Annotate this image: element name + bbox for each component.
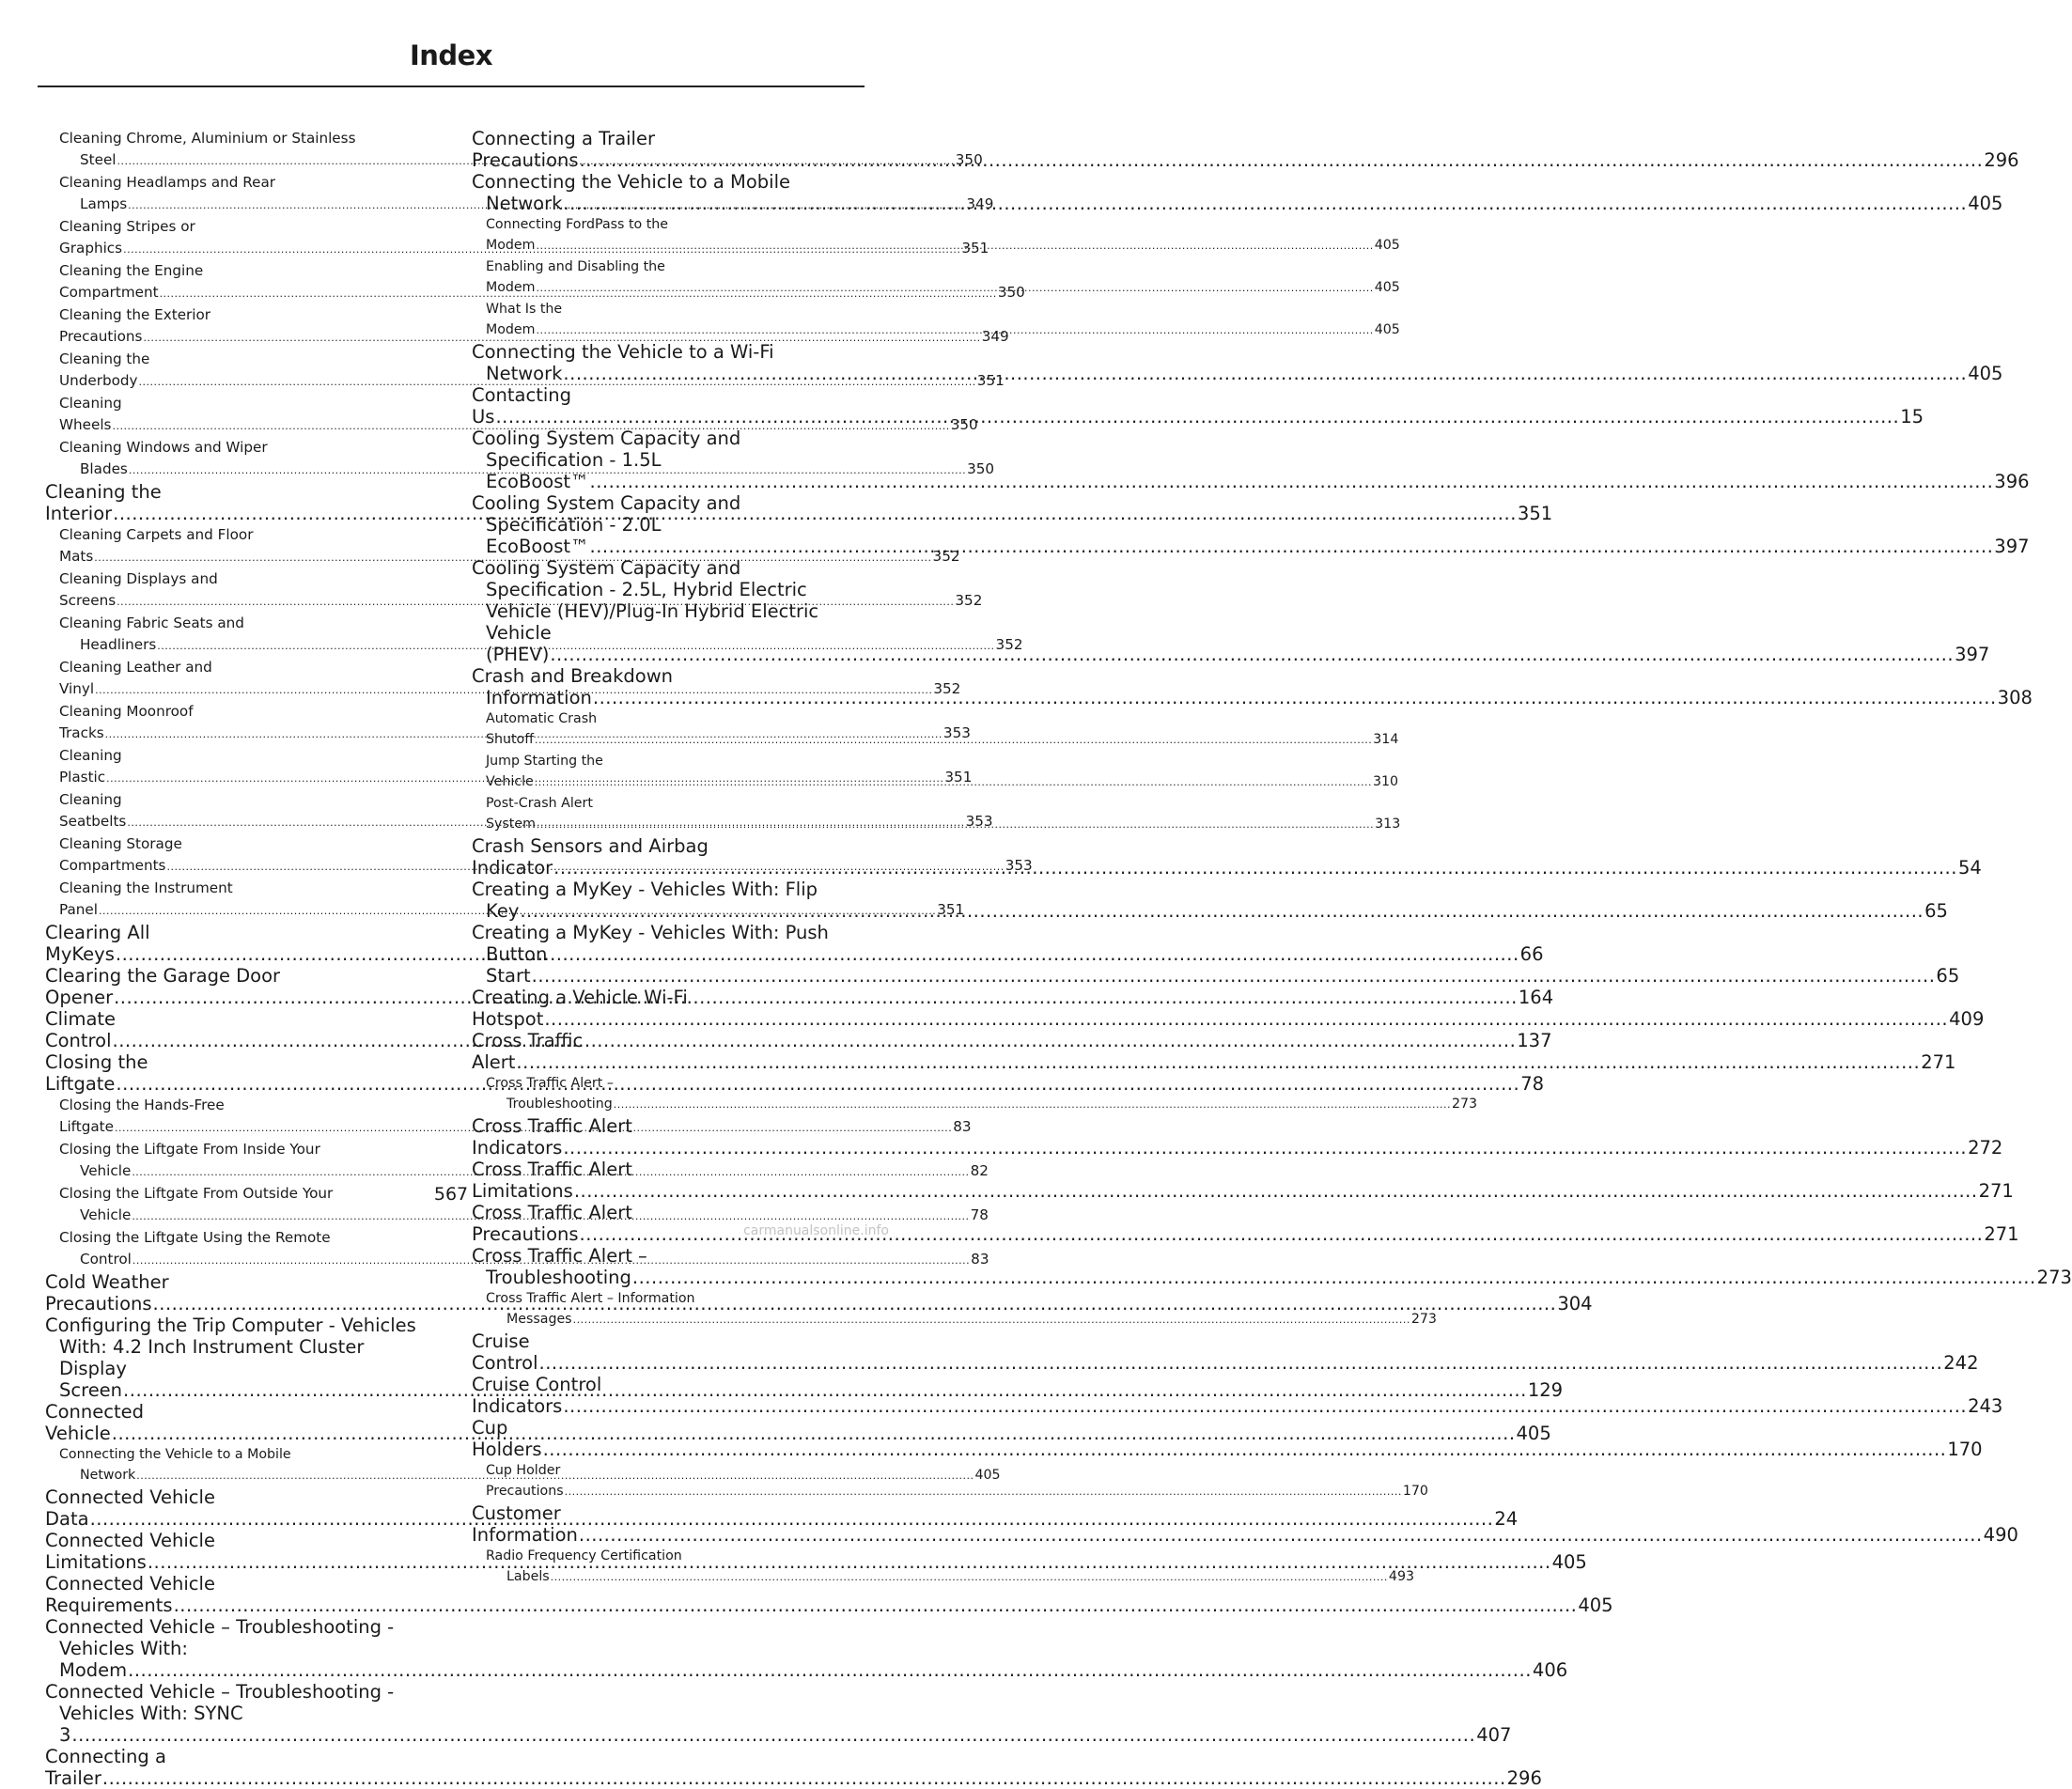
index-entry-label: Closing the Liftgate From Outside Your xyxy=(59,1185,334,1202)
index-entry-page: 296 xyxy=(1984,149,2019,171)
dot-leader xyxy=(536,240,1373,252)
index-entry-page: 313 xyxy=(1375,817,1401,832)
index-entry-label: With: 4.2 Inch Instrument Cluster xyxy=(59,1336,365,1358)
index-entry-label: Messages xyxy=(506,1312,572,1327)
index-entry-page: 129 xyxy=(1527,1379,1564,1401)
index-entry-label: Specification - 1.5L EcoBoost™ xyxy=(486,449,662,492)
dot-leader xyxy=(102,1767,1506,1789)
index-entry-label: Cleaning the Engine Compartment xyxy=(59,262,204,301)
index-entry-page: 170 xyxy=(1947,1439,1983,1460)
index-entry-page: 137 xyxy=(1517,1030,1552,1051)
index-entry-label: Cleaning Fabric Seats and xyxy=(59,614,244,631)
index-entry-label: Configuring the Trip Computer - Vehicles xyxy=(45,1315,416,1336)
dot-leader xyxy=(553,857,1957,879)
dot-leader xyxy=(590,471,1994,492)
index-entry-page: 310 xyxy=(1373,774,1399,789)
index-entry-label: Cross Traffic Alert Precautions xyxy=(472,1202,632,1245)
index-entry-page: 271 xyxy=(1921,1051,1956,1073)
index-entry-page: 407 xyxy=(1476,1724,1512,1746)
index-entry-page: 493 xyxy=(1388,1569,1415,1584)
index-entry-page: 304 xyxy=(1557,1293,1593,1315)
index-entry-label: Connected Vehicle Requirements xyxy=(45,1573,215,1616)
index-entry-label: Information xyxy=(486,687,592,708)
index-entry-page: 65 xyxy=(1936,965,1960,987)
index-entry xyxy=(45,1746,1542,1789)
index-entry-label: Labels xyxy=(506,1569,550,1584)
index-entry-label: Cross Traffic Alert Limitations xyxy=(472,1159,632,1202)
index-entry-page: 66 xyxy=(1519,943,1544,965)
index-entry-label: Cross Traffic Alert – xyxy=(486,1076,614,1091)
index-entry-label: Cruise Control Indicators xyxy=(472,1374,602,1417)
index-entry-page: 405 xyxy=(1968,193,2003,214)
index-entry-label: Steel xyxy=(80,151,117,168)
dot-leader xyxy=(495,406,1899,428)
index-entry-page: 83 xyxy=(971,1251,989,1268)
index-entry-label: Connecting the Vehicle to a Mobile xyxy=(472,171,791,193)
dot-leader xyxy=(543,1439,1947,1460)
index-entry-page: 351 xyxy=(944,769,973,786)
index-entry-page: 405 xyxy=(1374,280,1400,295)
dot-leader xyxy=(544,1008,1948,1030)
index-entry-label: Cleaning Chrome, Aluminium or Stainless xyxy=(59,130,356,147)
index-entry-label: Display Screen xyxy=(59,1358,127,1401)
index-entry-page: 15 xyxy=(1900,406,1924,428)
index-entry-label: Cross Traffic Alert xyxy=(472,1030,584,1073)
index-entry-page: 83 xyxy=(953,1118,972,1135)
index-entry-page: 351 xyxy=(937,901,965,918)
index-entry-page: 164 xyxy=(1518,987,1554,1008)
index-entry-page: 54 xyxy=(1957,857,1982,879)
index-entry-label: Enabling and Disabling the Modem xyxy=(486,259,665,295)
index-entry-label: Contacting Us xyxy=(472,384,572,428)
dot-leader xyxy=(573,1314,1410,1326)
dot-leader xyxy=(551,1571,1388,1583)
index-entry-label: Connected Vehicle Data xyxy=(45,1486,215,1530)
index-entry-page: 351 xyxy=(961,240,989,257)
index-entry-label: Cup Holders xyxy=(472,1417,542,1460)
page-number: 567 xyxy=(433,1184,469,1205)
index-entry-page: 405 xyxy=(1578,1595,1613,1616)
index-entry-page: 351 xyxy=(976,372,1005,389)
index-entry-page: 352 xyxy=(933,680,961,697)
index-entry-label: Jump Starting the Vehicle xyxy=(486,754,603,789)
index-entry-label: Cooling System Capacity and xyxy=(472,557,741,579)
dot-leader xyxy=(593,687,1997,708)
index-entry-page: 296 xyxy=(1506,1767,1542,1789)
index-entry-label: Cooling System Capacity and xyxy=(472,492,741,514)
index-entry-page: 397 xyxy=(1955,644,1990,665)
index-entry-page: 243 xyxy=(1968,1395,2003,1417)
index-entry-label: Automatic Crash Shutoff xyxy=(486,711,598,747)
index-entry-label: Network xyxy=(486,363,563,384)
index-entry-page: 353 xyxy=(1005,857,1033,874)
index-entry-label: Closing the Hands-Free Liftgate xyxy=(59,1097,225,1135)
index-entry-page: 349 xyxy=(966,195,994,212)
index-entry-label: Cleaning Plastic xyxy=(59,747,122,786)
index-entry-page: 397 xyxy=(1994,536,2030,557)
dot-leader xyxy=(536,282,1373,294)
index-entry-page: 353 xyxy=(943,724,971,741)
index-entry-page: 271 xyxy=(1984,1223,2019,1245)
index-entry-label: Blades xyxy=(80,460,128,477)
index-entry-label: Creating a MyKey - Vehicles With: Push xyxy=(472,922,829,943)
index-entry-page: 405 xyxy=(974,1468,1001,1483)
index-entry-label: Cleaning the Instrument Panel xyxy=(59,879,233,918)
dot-leader xyxy=(537,818,1374,831)
index-entry-page: 349 xyxy=(981,328,1009,345)
index-entry-label: Cleaning the Interior xyxy=(45,481,162,524)
index-entry-label: Closing the Liftgate xyxy=(45,1051,148,1095)
index-entry-label: Connecting the Vehicle to a Mobile xyxy=(59,1447,291,1462)
index-entry xyxy=(472,1288,1437,1330)
dot-leader xyxy=(516,1051,1920,1073)
index-entry-page: 350 xyxy=(955,151,983,168)
index-entry-page: 272 xyxy=(1968,1137,2003,1159)
index-entry-page: 78 xyxy=(1520,1073,1545,1095)
index-entry-label: Cleaning the Exterior Precautions xyxy=(59,306,211,345)
index-entry-label: Clearing the Garage Door Opener xyxy=(45,965,281,1008)
index-entry-page: 242 xyxy=(1943,1352,1979,1374)
dot-leader xyxy=(563,1395,1967,1417)
index-entry-label: Cleaning the Underbody xyxy=(59,350,150,389)
index-entry-page: 353 xyxy=(965,813,993,830)
index-entry-page: 406 xyxy=(1532,1659,1568,1681)
index-entry-page: 308 xyxy=(1997,687,2033,708)
index-entry-label: Cleaning Wheels xyxy=(59,395,122,433)
index-entry-page: 405 xyxy=(1968,363,2003,384)
index-entry-page: 273 xyxy=(2036,1267,2072,1288)
index-entry-label: Cleaning Leather and Vinyl xyxy=(59,659,212,697)
index-entry-label: Cross Traffic Alert – xyxy=(472,1245,647,1267)
index-entry-page: 82 xyxy=(970,1162,989,1179)
index-entry-label: Cleaning Stripes or Graphics xyxy=(59,218,195,257)
dot-leader xyxy=(539,1352,1943,1374)
index-entry-page: 65 xyxy=(1924,900,1948,922)
index-entry-label: What Is the Modem xyxy=(486,302,563,337)
index-entry-label: Specification - 2.5L, Hybrid Electric xyxy=(486,579,807,600)
index-entry xyxy=(45,1681,1512,1746)
dot-leader xyxy=(174,1595,1578,1616)
index-entry-label: Cold Weather Precautions xyxy=(45,1271,169,1315)
dot-leader xyxy=(71,1724,1475,1746)
index-entry-page: 314 xyxy=(1373,732,1399,747)
index-entry-label: Closing the Liftgate Using the Remote xyxy=(59,1229,331,1246)
index-entry-label: Cleaning Displays and Screens xyxy=(59,570,218,609)
index-entry-label: Customer Information xyxy=(472,1502,578,1546)
index-entry-label: Cleaning Storage Compartments xyxy=(59,835,182,874)
dot-leader xyxy=(565,1486,1402,1498)
watermark: carmanualsonline.info xyxy=(743,1223,889,1238)
index-entry-label: Vehicles With: Modem xyxy=(59,1638,188,1681)
index-entry-label: Headliners xyxy=(80,636,157,653)
index-entry-label: Closing the Liftgate From Inside Your xyxy=(59,1141,320,1158)
dot-leader xyxy=(590,536,1994,557)
index-entry-label: Network xyxy=(80,1468,136,1483)
index-entry-page: 405 xyxy=(1516,1423,1551,1444)
index-entry-label: Connecting FordPass to the Modem xyxy=(486,217,668,253)
index-entry-page: 405 xyxy=(1551,1551,1587,1573)
index-entry-page: 170 xyxy=(1402,1484,1428,1499)
index-entry-page: 352 xyxy=(995,636,1023,653)
index-entry-label: Radio Frequency Certification xyxy=(486,1548,682,1563)
index-entry-label: Cleaning Carpets and Floor Mats xyxy=(59,526,254,565)
index-entry-page: 273 xyxy=(1410,1312,1437,1327)
index-entry xyxy=(472,1073,1478,1115)
index-entry-label: Key xyxy=(486,900,520,922)
index-entry-label: Connecting a Trailer xyxy=(45,1746,166,1789)
index-entry xyxy=(472,1546,1415,1588)
index-entry-label: Connecting a Trailer Precautions xyxy=(472,128,655,171)
index-entry-label: Connected Vehicle Limitations xyxy=(45,1530,215,1573)
dot-leader xyxy=(563,193,1967,214)
index-entry-label: Cleaning Headlamps and Rear xyxy=(59,174,275,191)
index-entry-page: 350 xyxy=(967,460,995,477)
dot-leader xyxy=(579,1524,1983,1546)
index-entry xyxy=(472,1330,1979,1374)
index-entry-label: Creating a MyKey - Vehicles With: Flip xyxy=(472,879,818,900)
dot-leader xyxy=(632,1267,2036,1288)
index-entry-label: Cooling System Capacity and xyxy=(472,428,741,449)
index-entry-label: Control xyxy=(80,1251,132,1268)
index-entry-label: Troubleshooting xyxy=(486,1267,631,1288)
index-entry-label: Vehicle (PHEV) xyxy=(486,622,552,665)
index-entry-page: 350 xyxy=(950,416,978,433)
dot-leader xyxy=(563,1137,1967,1159)
dot-leader xyxy=(535,734,1372,746)
dot-leader xyxy=(550,644,1954,665)
dot-leader xyxy=(532,965,1936,987)
index-entry-label: Vehicles With: SYNC 3 xyxy=(59,1703,243,1746)
index-entry-page: 352 xyxy=(932,548,960,565)
index-entry-page: 271 xyxy=(1978,1180,2014,1202)
index-entry-label: Connecting the Vehicle to a Wi-Fi xyxy=(472,341,774,363)
index-entry-label: Network xyxy=(486,193,563,214)
index-entry-label: Cruise Control xyxy=(472,1330,538,1374)
dot-leader xyxy=(535,776,1372,788)
index-entry-label: Connected Vehicle – Troubleshooting - xyxy=(45,1681,395,1703)
index-entry-label: Button Start xyxy=(486,943,548,987)
index-entry-page: 352 xyxy=(955,592,983,609)
index-entry-label: Connected Vehicle xyxy=(45,1401,145,1444)
index-entry-page: 405 xyxy=(1374,238,1400,253)
index-entry-label: Cleaning Windows and Wiper xyxy=(59,439,268,456)
dot-leader xyxy=(614,1098,1451,1111)
index-entry-page: 490 xyxy=(1983,1524,2018,1546)
dot-leader xyxy=(580,149,1984,171)
page-title: Index xyxy=(409,39,493,71)
index-entry-label: Cleaning Moonroof Tracks xyxy=(59,703,194,741)
index-entry-page: 405 xyxy=(1374,322,1400,337)
index-entry-label: Troubleshooting xyxy=(506,1097,613,1112)
dot-leader xyxy=(520,900,1924,922)
index-entry-label: Cleaning Seatbelts xyxy=(59,791,127,830)
index-entry-label: Vehicle xyxy=(80,1206,132,1223)
index-entry-label: Specification - 2.0L EcoBoost™ xyxy=(486,514,662,557)
index-entry-label: Lamps xyxy=(80,195,128,212)
index-entry-label: Clearing All MyKeys xyxy=(45,922,150,965)
dot-leader xyxy=(563,363,1967,384)
index-entry-label: Climate Control xyxy=(45,1008,117,1051)
index-entry-label: Cross Traffic Alert – Information xyxy=(486,1291,695,1306)
dot-leader xyxy=(128,1659,1532,1681)
index-entry-label: Post-Crash Alert System xyxy=(486,796,593,832)
index-entry-page: 409 xyxy=(1949,1008,1985,1030)
index-entry-label: Vehicle (HEV)/Plug-In Hybrid Electric xyxy=(486,600,819,622)
index-entry-label: Crash Sensors and Airbag Indicator xyxy=(472,835,709,879)
dot-leader xyxy=(536,324,1373,336)
index-entry-label: Creating a Vehicle Wi-Fi Hotspot xyxy=(472,987,688,1030)
index-entry-page: 351 xyxy=(1517,503,1553,524)
index-entry-page: 396 xyxy=(1994,471,2030,492)
title-divider xyxy=(38,86,865,87)
index-entry-label: Cup Holder Precautions xyxy=(486,1463,564,1499)
index-entry xyxy=(45,1616,1568,1681)
index-entry-label: Crash and Breakdown xyxy=(472,665,674,687)
index-entry-label: Connected Vehicle – Troubleshooting - xyxy=(45,1616,395,1638)
index-entry-page: 78 xyxy=(970,1206,989,1223)
index-entry-page: 24 xyxy=(1494,1508,1519,1530)
index-entry-page: 350 xyxy=(997,284,1025,301)
index-entry-page: 273 xyxy=(1451,1097,1478,1112)
index-entry-label: Vehicle xyxy=(80,1162,132,1179)
index-entry-label: Cross Traffic Alert Indicators xyxy=(472,1115,632,1159)
